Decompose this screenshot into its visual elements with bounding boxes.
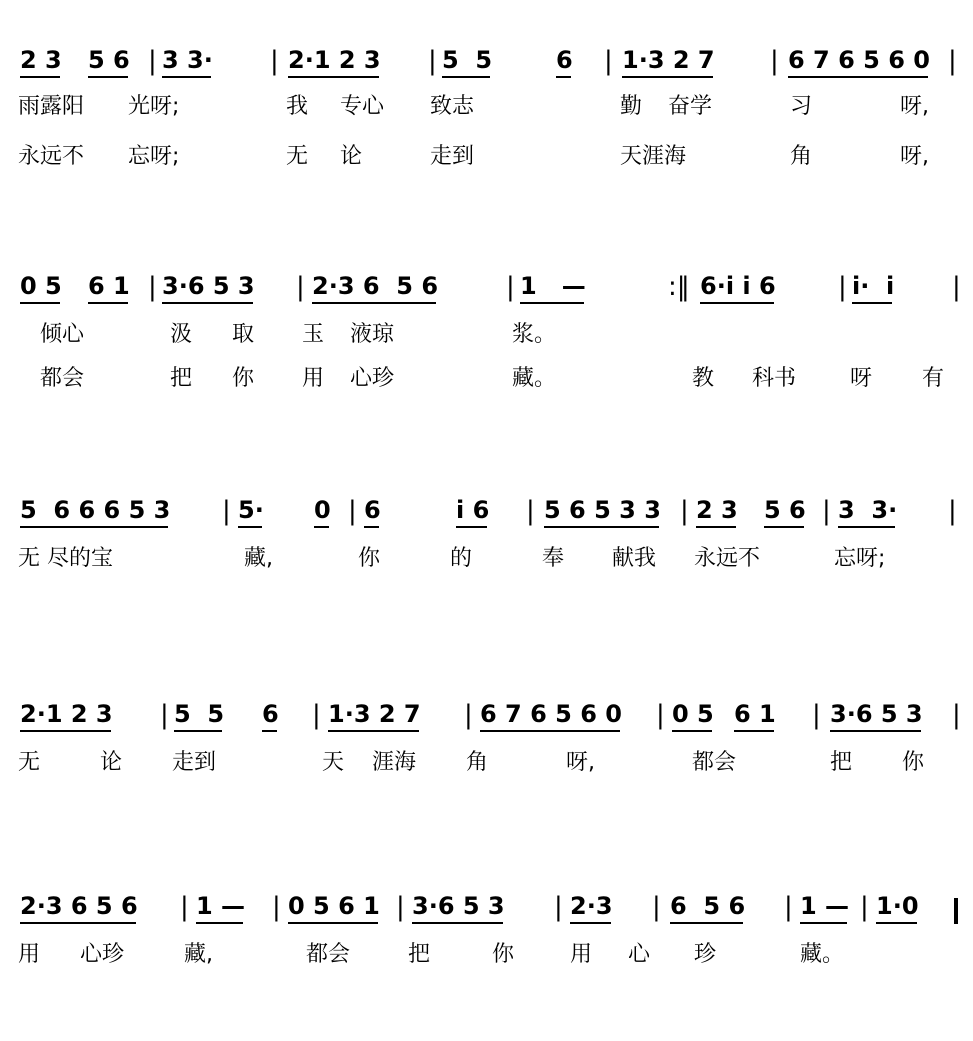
lyric-syllable: 你: [902, 750, 925, 775]
beam-underline: [20, 526, 168, 528]
lyric-syllable: 你: [232, 366, 255, 391]
lyric-line-1-1: [0, 92, 973, 124]
note-group: 6: [556, 46, 573, 74]
barline: |: [428, 46, 437, 76]
note-group: 1·0: [876, 892, 919, 920]
note-group: 3·6 5 3: [830, 700, 923, 728]
note-group: 6·i i 6: [700, 272, 776, 300]
lyric-line-5-1: [0, 940, 973, 972]
lyric-syllable: 教: [692, 366, 715, 391]
note-group: 5 5: [174, 700, 225, 728]
note-group: 3 3·: [838, 496, 898, 524]
barline: |: [656, 700, 665, 730]
lyric-line-4-1: [0, 748, 973, 780]
note-group: 1·3 2 7: [328, 700, 421, 728]
note-group: 3·6 5 3: [412, 892, 505, 920]
lyric-syllable: 献我: [612, 546, 657, 571]
notation-line-2: [0, 264, 973, 304]
lyric-syllable: 习: [790, 94, 813, 119]
note-group: 6 1: [88, 272, 130, 300]
barline: |: [270, 46, 279, 76]
lyric-syllable: 汲: [170, 322, 193, 347]
barline: |: [180, 892, 189, 922]
notation-line-4: [0, 692, 973, 732]
notation-line-5: [0, 884, 973, 924]
note-group: 2 3: [20, 46, 62, 74]
barline: |: [948, 496, 957, 526]
note-group: 5 6 5 3 3: [544, 496, 661, 524]
beam-underline: [20, 922, 136, 924]
lyric-syllable: 珍: [694, 942, 717, 967]
note-group: 1 —: [800, 892, 850, 920]
barline: |: [812, 700, 821, 730]
lyric-syllable: 勤: [620, 94, 643, 119]
beam-underline: [20, 76, 60, 78]
lyric-syllable: 光呀;: [128, 94, 180, 119]
beam-underline: [88, 302, 128, 304]
lyric-syllable: 我: [286, 94, 309, 119]
barline: |: [838, 272, 847, 302]
lyric-syllable: 忘呀;: [834, 546, 886, 571]
note-group: 6: [262, 700, 279, 728]
lyric-syllable: 藏,: [184, 942, 213, 967]
barline: |: [464, 700, 473, 730]
beam-underline: [670, 922, 743, 924]
lyric-syllable: 走到: [172, 750, 217, 775]
barline: |: [952, 700, 961, 730]
barline: |: [148, 46, 157, 76]
lyric-syllable: 你: [358, 546, 381, 571]
barline: |: [860, 892, 869, 922]
lyric-syllable: 有: [922, 366, 945, 391]
notation-line-3: [0, 488, 973, 528]
lyric-syllable: 专心: [340, 94, 385, 119]
lyric-syllable: 天涯海: [620, 144, 687, 169]
lyric-syllable: 角: [466, 750, 489, 775]
lyric-syllable: 用: [302, 366, 325, 391]
note-group: 6 5 6: [670, 892, 746, 920]
lyric-syllable: 藏,: [244, 546, 273, 571]
note-group: 1·3 2 7: [622, 46, 715, 74]
beam-underline: [314, 526, 329, 528]
note-group: 0 5 6 1: [288, 892, 380, 920]
note-group: 3·6 5 3: [162, 272, 255, 300]
beam-underline: [800, 922, 847, 924]
beam-underline: [20, 302, 60, 304]
barline: |: [348, 496, 357, 526]
note-group: 5·: [238, 496, 264, 524]
beam-underline: [700, 302, 774, 304]
barline: |: [952, 272, 961, 302]
lyric-syllable: 天: [322, 750, 345, 775]
beam-underline: [734, 730, 774, 732]
lyric-syllable: 呀,: [566, 750, 595, 775]
note-group: i 6: [456, 496, 490, 524]
lyric-syllable: 用: [570, 942, 593, 967]
notation-line-1: [0, 38, 973, 78]
beam-underline: [544, 526, 659, 528]
note-group: 1 —: [520, 272, 586, 300]
note-group: 5 6: [88, 46, 130, 74]
lyric-syllable: 你: [492, 942, 515, 967]
lyric-syllable: 都会: [40, 366, 85, 391]
beam-underline: [838, 526, 895, 528]
lyric-syllable: 心: [628, 942, 651, 967]
lyric-syllable: 永远不: [18, 144, 85, 169]
lyric-line-3-1: [0, 544, 973, 576]
lyric-syllable: 的: [450, 546, 473, 571]
lyric-syllable: 奋学: [668, 94, 713, 119]
note-group: 5 6: [764, 496, 806, 524]
lyric-syllable: 永远不: [694, 546, 761, 571]
note-group: 5 5: [442, 46, 493, 74]
barline: |: [784, 892, 793, 922]
barline: |: [604, 46, 613, 76]
note-group: 6 1: [734, 700, 776, 728]
note-group: 2·3 6 5 6: [20, 892, 138, 920]
barline: |: [526, 496, 535, 526]
beam-underline: [442, 76, 490, 78]
lyric-syllable: 涯海: [372, 750, 417, 775]
beam-underline: [412, 922, 503, 924]
lyric-syllable: 呀: [850, 366, 873, 391]
beam-underline: [672, 730, 712, 732]
lyric-syllable: 走到: [430, 144, 475, 169]
final-barline: [954, 898, 958, 924]
beam-underline: [876, 922, 917, 924]
lyric-syllable: 藏。: [512, 366, 557, 391]
note-group: 0 5: [20, 272, 62, 300]
beam-underline: [556, 76, 571, 78]
barline: |: [148, 272, 157, 302]
lyric-syllable: 致志: [430, 94, 475, 119]
barline: |: [160, 700, 169, 730]
note-group: 2·3 6 5 6: [312, 272, 439, 300]
beam-underline: [480, 730, 620, 732]
beam-underline: [288, 76, 379, 78]
beam-underline: [328, 730, 419, 732]
lyric-syllable: 无: [18, 750, 41, 775]
barline: |: [296, 272, 305, 302]
beam-underline: [20, 730, 111, 732]
beam-underline: [622, 76, 713, 78]
lyric-syllable: 心珍: [350, 366, 395, 391]
lyric-syllable: 雨露阳: [18, 94, 85, 119]
lyric-syllable: 浆。: [512, 322, 557, 347]
note-group: 6: [364, 496, 381, 524]
lyric-syllable: 液琼: [350, 322, 395, 347]
barline: |: [652, 892, 661, 922]
barline: |: [312, 700, 321, 730]
lyric-syllable: 无: [286, 144, 309, 169]
beam-underline: [162, 76, 211, 78]
lyric-line-2-2: [0, 364, 973, 396]
barline: |: [272, 892, 281, 922]
lyric-syllable: 呀,: [900, 144, 929, 169]
lyric-syllable: 论: [340, 144, 363, 169]
beam-underline: [312, 302, 436, 304]
beam-underline: [788, 76, 928, 78]
lyric-line-2-1: [0, 320, 973, 352]
note-group: 3 3·: [162, 46, 213, 74]
lyric-syllable: 奉: [542, 546, 565, 571]
note-group: 2·1 2 3: [288, 46, 381, 74]
beam-underline: [520, 302, 584, 304]
beam-underline: [852, 302, 892, 304]
barline: |: [396, 892, 405, 922]
barline: |: [770, 46, 779, 76]
lyric-syllable: 论: [100, 750, 123, 775]
note-group: 6 7 6 5 6 0: [788, 46, 930, 74]
note-group: 2·3: [570, 892, 613, 920]
lyric-syllable: 呀,: [900, 94, 929, 119]
lyric-line-1-2: [0, 142, 973, 174]
note-group: 2 3: [696, 496, 738, 524]
beam-underline: [88, 76, 128, 78]
lyric-syllable: 都会: [692, 750, 737, 775]
barline: |: [554, 892, 563, 922]
beam-underline: [238, 526, 262, 528]
beam-underline: [262, 730, 277, 732]
beam-underline: [196, 922, 243, 924]
lyric-syllable: 无 尽的宝: [18, 546, 113, 571]
lyric-syllable: 取: [232, 322, 255, 347]
beam-underline: [830, 730, 921, 732]
beam-underline: [162, 302, 253, 304]
lyric-syllable: 角: [790, 144, 813, 169]
beam-underline: [696, 526, 736, 528]
note-group: i· i: [852, 272, 895, 300]
lyric-syllable: 玉: [302, 322, 325, 347]
note-group: 6 7 6 5 6 0: [480, 700, 622, 728]
barline: |: [222, 496, 231, 526]
note-group: 1 —: [196, 892, 246, 920]
lyric-syllable: 都会: [306, 942, 351, 967]
beam-underline: [364, 526, 379, 528]
barline: |: [506, 272, 515, 302]
barline: :‖: [668, 272, 690, 302]
lyric-syllable: 倾心: [40, 322, 85, 347]
lyric-syllable: 把: [170, 366, 193, 391]
lyric-syllable: 用: [18, 942, 41, 967]
note-group: 2·1 2 3: [20, 700, 113, 728]
lyric-syllable: 把: [408, 942, 431, 967]
note-group: 0: [314, 496, 331, 524]
note-group: 0 5: [672, 700, 714, 728]
beam-underline: [456, 526, 487, 528]
beam-underline: [174, 730, 222, 732]
note-group: 5 6 6 6 5 3: [20, 496, 171, 524]
lyric-syllable: 把: [830, 750, 853, 775]
beam-underline: [764, 526, 804, 528]
lyric-syllable: 忘呀;: [128, 144, 180, 169]
barline: |: [822, 496, 831, 526]
beam-underline: [570, 922, 611, 924]
beam-underline: [288, 922, 378, 924]
lyric-syllable: 心珍: [80, 942, 125, 967]
barline: |: [680, 496, 689, 526]
lyric-syllable: 科书: [752, 366, 797, 391]
barline: |: [948, 46, 957, 76]
lyric-syllable: 藏。: [800, 942, 845, 967]
